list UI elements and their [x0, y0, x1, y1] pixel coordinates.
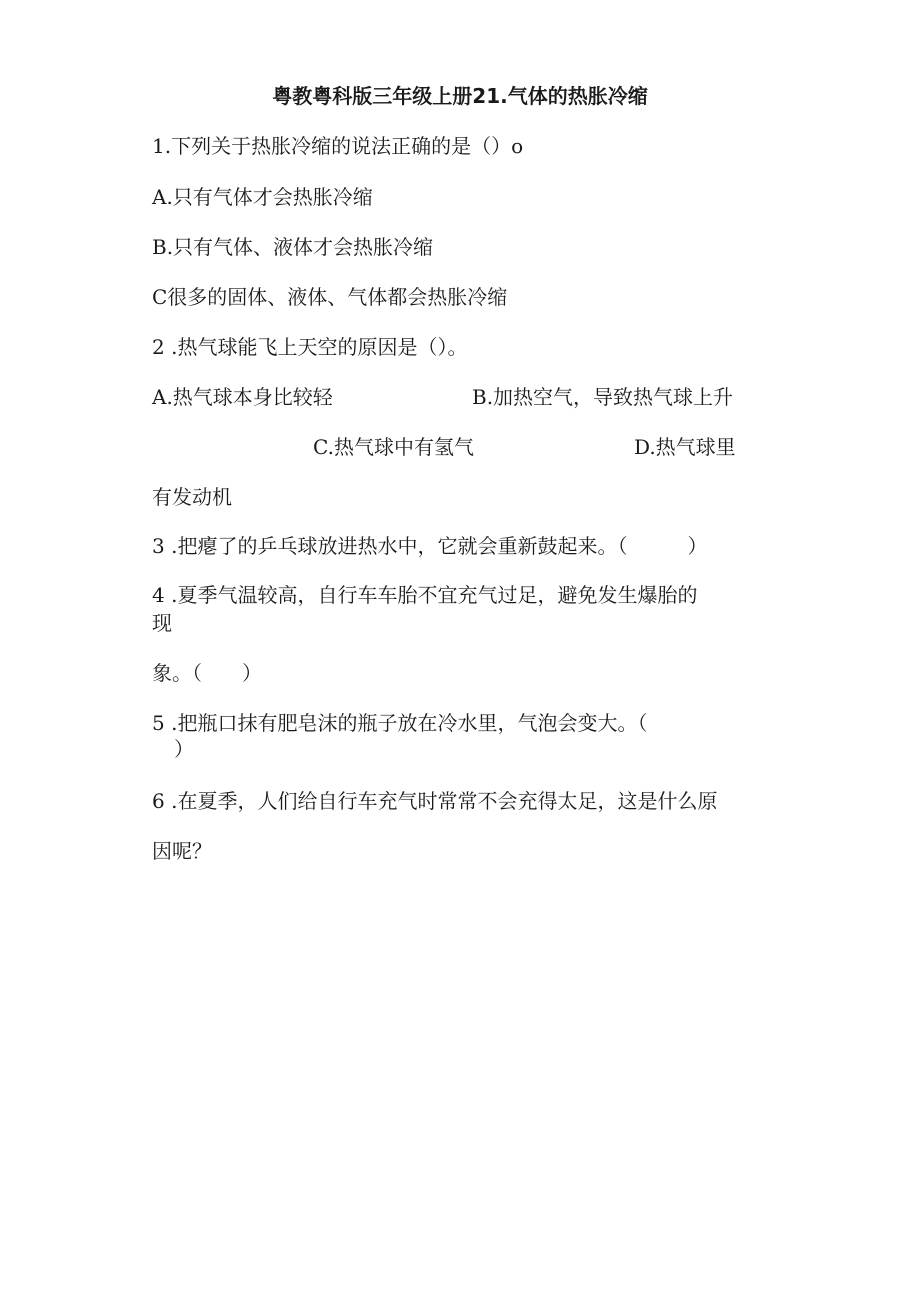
question-6-line-1: 6 .在夏季，人们给自行车充气时常常不会充得太足，这是什么原 [152, 789, 718, 813]
question-2-option-b: B.加热空气，导致热气球上升 [472, 385, 734, 409]
document-title: 粤教粤科版三年级上册21.气体的热胀冷缩 [272, 84, 648, 108]
question-5-line-1: 5 .把瓶口抹有肥皂沫的瓶子放在冷水里，气泡会变大。（ [152, 711, 648, 735]
question-2-option-d-continued: 有发动机 [152, 485, 232, 509]
question-4-line-1: 4 .夏季气温较高，自行车车胎不宜充气过足，避免发生爆胎的 [152, 583, 698, 607]
question-3-stem: 3 .把瘪了的乒乓球放进热水中，它就会重新鼓起来。（ ） [152, 534, 708, 558]
question-2-option-a: A.热气球本身比较轻 [152, 385, 333, 409]
question-2-option-d: D.热气球里 [634, 435, 736, 459]
question-2-stem: 2 .热气球能飞上天空的原因是（）。 [152, 335, 468, 359]
question-4-line-3: 象。（ ） [152, 661, 262, 685]
question-1-option-a: A.只有气体才会热胀冷缩 [152, 185, 373, 209]
question-1-option-c: C很多的固体、液体、气体都会热胀冷缩 [152, 285, 508, 309]
question-5-line-2: ） [174, 737, 194, 761]
question-2-option-c: C.热气球中有氢气 [313, 435, 474, 459]
question-1-stem: 1.下列关于热胀冷缩的说法正确的是（）o [152, 134, 524, 158]
question-1-option-b: B.只有气体、液体才会热胀冷缩 [152, 235, 434, 259]
question-4-line-2: 现 [152, 611, 172, 635]
question-6-line-2: 因呢？ [152, 839, 212, 863]
